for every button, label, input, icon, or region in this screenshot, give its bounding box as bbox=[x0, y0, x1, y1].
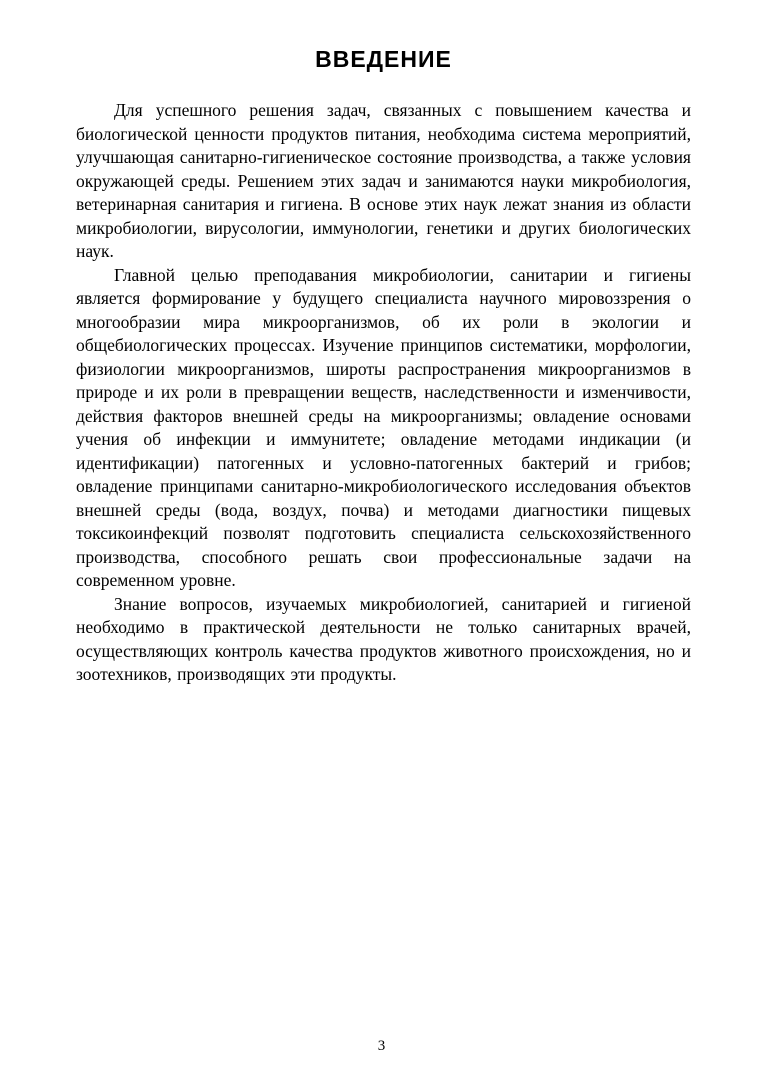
body-text bbox=[76, 99, 691, 687]
page-title: ВВЕДЕНИЕ bbox=[315, 46, 452, 72]
paragraph-3: Знание вопросов, изучаемых микробиологией, санитарией и гигиеной необходимо в практической деятельности не только санитарных врачей, осуществляющих контроль качества продуктов животного происхождения, но и зоотехников, производящих эти продукты. bbox=[76, 593, 691, 684]
paragraph-2: Главной целью преподавания микробиологии, санитарии и гигиены является формирование у будущего специалиста научного мировоззрения о многообразии мира микроорганизмов, об их роли в экологии и общебиологических процессах. Изучение принципов систематики, морфологии, физиологии микроорганизмов, широты распространения микроорганизмов в природе и их роли в превращении веществ, наследственности и изменчивости, действия факторов внешней среды на микроорганизмы; овладение основами учения об инфекции и иммунитете; овладение методами индикации (и идентификации) патогенных и условно-патогенных бактерий и грибов; овладение принципами санитарно-микробиологического исследования объектов внешней среды (вода, воздух, почва) и методами диагностики пищевых токсикоинфекций позволят подготовить специалиста сельскохозяйственного производства, способного решать свои профессиональные задачи на современном уровне. bbox=[76, 264, 691, 590]
page-number: 3 bbox=[377, 1038, 386, 1054]
paragraph-1: Для успешного решения задач, связанных с повышением качества и биологической ценности продуктов питания, необходима система мероприятий, улучшающая санитарно-гигиеническое состояние производства, а также условия окружающей среды. Решением этих задач и занимаются науки микробиология, ветеринарная санитария и гигиена. В основе этих наук лежат знания из области микробиологии, вирусологии, иммунологии, генетики и других биологических наук. bbox=[76, 100, 691, 261]
